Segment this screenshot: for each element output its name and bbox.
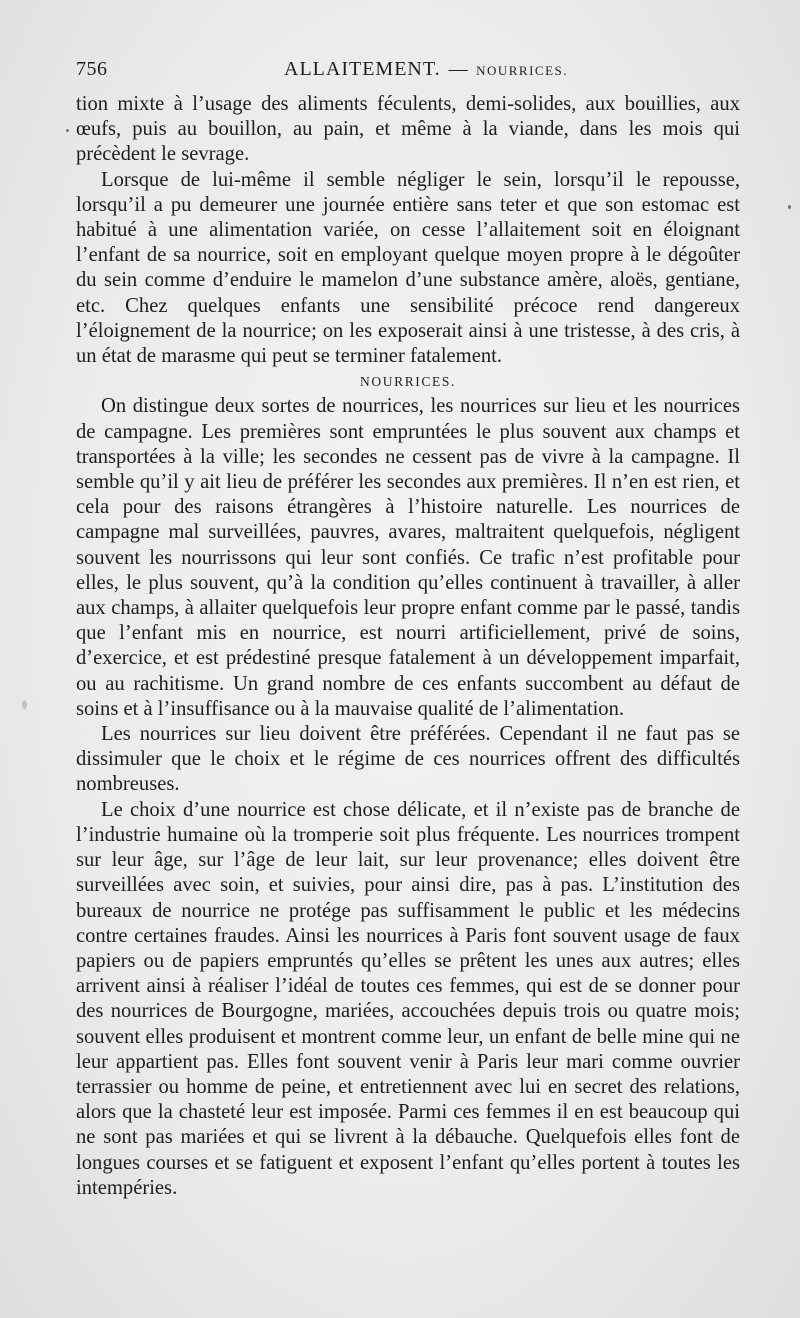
paragraph-continuation: tion mixte à l’usage des aliments féculents, demi-solides, aux bouillies, aux œufs, puis au bouillon, au pain, et même à la viande, dans les mois qui précèdent le sevrage.: [76, 93, 740, 166]
section-heading: NOURRICES.: [360, 374, 456, 390]
print-speck: [22, 700, 27, 709]
page-number: 756: [76, 58, 108, 80]
paragraph-live-in-nurses: Les nourrices sur lieu doivent être préférées. Cependant il ne faut pas se dissimuler que le choix et le régime de ces nourrices offrent des difficultés nombreuses.: [76, 723, 740, 796]
print-speck: [788, 205, 791, 209]
paragraph-weaning: Lorsque de lui-même il semble négliger le sein, lorsqu’il le repousse, lorsqu’il a pu demeurer une journée entière sans teter et que son estomac est habitué à une alimentation variée, on cesse l’allaitement soit en éloignant l’enfant de sa nourrice, soit en employant quelque moyen propre à le dégoûter du sein comme d’enduire le mamelon d’une substance amère, aloës, gentiane, etc. Chez quelques enfants une sensibilité précoce rend dangereux l’éloignement de la nourrice; on les exposerait ainsi à une tristesse, à des cris, à un état de marasme qui peut se terminer fatalement.: [76, 168, 740, 368]
paragraph-types-of-nurses: On distingue deux sortes de nourrices, les nourrices sur lieu et les nourrices de campagne. Les premières sont empruntées le plus souvent aux champs et transportées à la ville; les secondes ne cessent pas de vivre à la campagne. Il semble qu’il y ait lieu de préférer les secondes aux premières. Il n’en est rien, et cela pour des raisons étrangères à l’histoire naturelle. Les nourrices de campagne mal surveillées, pauvres, avares, maltraitent quelquefois, négligent souvent les nourrissons qui leur sont confiés. Ce trafic n’est profitable pour elles, le plus souvent, qu’à la condition qu’elles continuent à travailler, à aller aux champs, à allaiter quelquefois leur propre enfant comme par le passé, tandis que l’enfant mis en nourrice, est nourri artificiellement, privé de soins, d’exercice, et est prédestiné presque fatalement à un développement imparfait, ou au rachitisme. Un grand nombre de ces enfants succombent au défaut de soins et à l’insuffisance ou à la mauvaise qualité de l’alimentation.: [76, 395, 740, 720]
running-header: [76, 58, 740, 84]
paragraph-choosing-nurse: Le choix d’une nourrice est chose délicate, et il n’existe pas de branche de l’industrie humaine où la tromperie soit plus fréquente. Les nourrices trompent sur leur âge, sur l’âge de leur lait, sur leur provenance; elles doivent être surveillées avec soin, et suivies, pour ainsi dire, pas à pas. L’institution des bureaux de nourrice ne protége pas suffisamment le public et les médecins contre certaines fraudes. Ainsi les nourrices à Paris font souvent usage de faux papiers ou de papiers empruntés qu’elles se prêtent les unes aux autres; elles arrivent ainsi à réaliser l’idéal de toutes ces femmes, qui est de se donner pour des nourrices de Bourgogne, mariées, accouchées depuis trois ou quatre mois; souvent elles produisent et montrent comme leur, un enfant de belle mine qui ne leur appartient pas. Elles font souvent venir à Paris leur mari comme ouvrier terrassier ou homme de peine, et entretiennent avec lui en secret des relations, alors que la chasteté leur est imposée. Parmi ces femmes il en est beaucoup qui ne sont pas mariées et qui se livrent à la débauche. Quelquefois elles font de longues courses et se fatiguent et exposent l’enfant qu’elles portent à toutes les intempéries.: [76, 798, 740, 1199]
chapter-title-main: ALLAITEMENT.: [284, 58, 441, 80]
title-separator: —: [448, 59, 469, 80]
chapter-subtitle: NOURRICES.: [476, 63, 569, 78]
body-text: [76, 92, 740, 1201]
chapter-title: [284, 58, 568, 81]
print-speck: [66, 129, 69, 132]
